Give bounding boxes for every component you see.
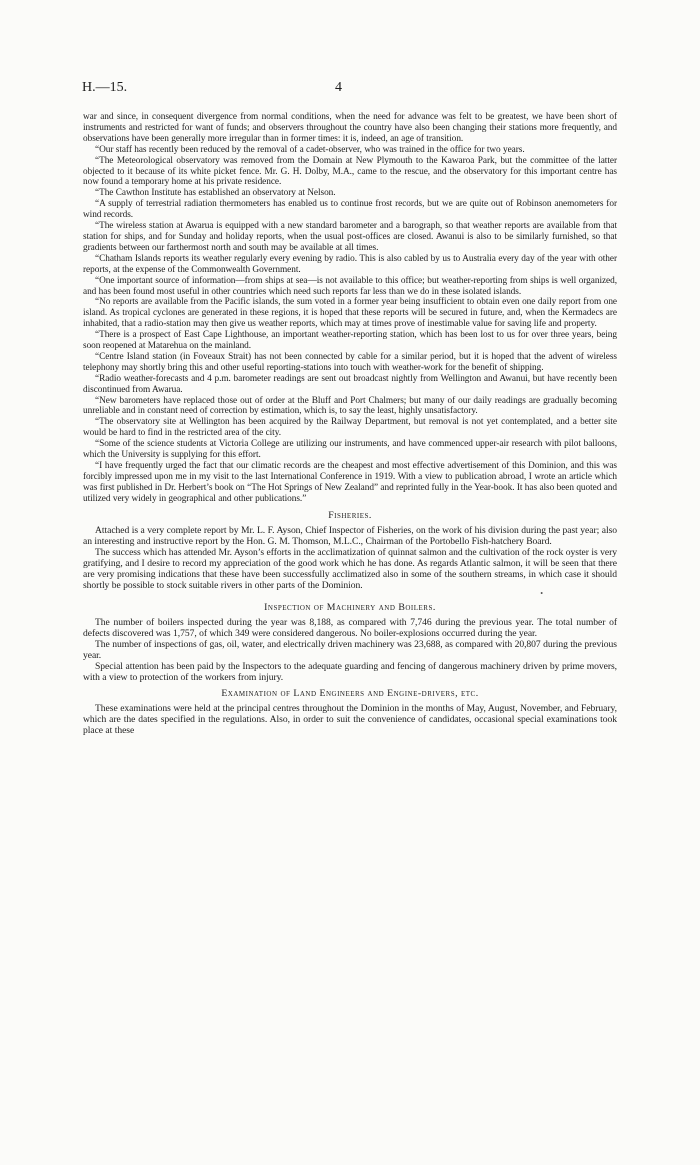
paragraph: “I have frequently urged the fact that our climatic records are the cheapest and most effective advertisement of this Dominion, and this was forcibly impressed upon me in my visit to the last International Conference in 1919. With a view to publication abroad, I wrote an article which was first published in Dr. Herbert’s book on “The Hot Springs of New Zealand” and reprinted fully in the Year-book. It has also been quoted and utilized very widely in geographical and other publications.”: [83, 461, 617, 504]
paragraph: The number of boilers inspected during the year was 8,188, as compared with 7,746 during the previous year. The total number of defects discovered was 1,757, of which 349 were considered dangerous. No boiler-explosions occurred during the year.: [83, 617, 617, 640]
section-heading-fisheries: Fisheries.: [328, 509, 372, 521]
paragraph: “Radio weather-forecasts and 4 p.m. barometer readings are sent out broadcast nightly from Wellington and Awanui, but have recently been discontinued from Awarua.: [83, 373, 617, 395]
page-header: [82, 80, 620, 100]
paragraph: “A supply of terrestrial radiation thermometers has enabled us to continue frost records, but we are quite out of Robinson anemometers for wind records.: [83, 199, 617, 221]
paragraph: “There is a prospect of East Cape Lighthouse, an important weather-reporting station, which has been lost to us for over three years, being soon reopened at Matarehua on the mainland.: [83, 330, 617, 352]
page-body: [83, 112, 617, 736]
paragraph: “No reports are available from the Pacific islands, the sum voted in a former year being insufficient to obtain even one daily report from one island. As tropical cyclones are generated in these regions, it is hoped that these reports will be secured in future, and, when the Kermadecs are inhabited, that a radio-station may then give us weather reports, which may at times prove of inestimable value for saving life and property.: [83, 297, 617, 330]
paragraph: “New barometers have replaced those out of order at the Bluff and Port Chalmers; but many of our daily readings are gradually becoming unreliable and in constant need of correction by estimation, which is, to say the least, highly unsatisfactory.: [83, 395, 617, 417]
paragraph: “The Cawthon Institute has established an observatory at Nelson.: [95, 188, 336, 199]
paragraph: “Our staff has recently been reduced by the removal of a cadet-observer, who was trained in the office for two years.: [95, 144, 525, 155]
paragraph: Special attention has been paid by the Inspectors to the adequate guarding and fencing of dangerous machinery driven by prime movers, with a view to protection of the workers from injury.: [83, 661, 617, 684]
paragraph: Attached is a very complete report by Mr. L. F. Ayson, Chief Inspector of Fisheries, on the work of his division during the past year; also an interesting and instructive report by the Hon. G. M. Thomson, M.L.C., Chairman of the Portobello Fish-hatchery Board.: [83, 524, 617, 547]
paragraph: war and since, in consequent divergence from normal conditions, when the need for advance was felt to be greatest, we have been short of instruments and restricted for want of funds; and observers throughout the country have also been changing their stations more frequently, and observations have been generally more irregular than in former times: it is, indeed, an age of transition.: [83, 112, 617, 144]
section-heading-machinery: Inspection of Machinery and Boilers.: [264, 601, 436, 613]
examination-section: [83, 688, 617, 736]
machinery-section: [83, 602, 617, 683]
paragraph: “Chatham Islands reports its weather regularly every evening by radio. This is also cabled by us to Australia every day of the year with other reports, at the expense of the Commonwealth Government.: [83, 253, 617, 275]
paragraph: The success which has attended Mr. Ayson’s efforts in the acclimatization of quinnat salmon and the cultivation of the rock oyster is very gratifying, and I desire to record my appreciation of the good work which he has done. As regards Atlantic salmon, it will be seen that there are very promising indications that these have been successfully acclimatized also in some of the southern streams, in which case it should shortly be possible to stock suitable rivers in other parts of the Dominion.: [83, 546, 617, 591]
paragraph: These examinations were held at the principal centres throughout the Dominion in the months of May, August, November, and February, which are the dates specified in the regulations. Also, in order to suit the convenience of candidates, occasional special examinations took place at these: [83, 703, 617, 737]
paragraph: “The Meteorological observatory was removed from the Domain at New Plymouth to the Kawaroa Park, but the committee of the latter objected to it because of its white picket fence. Mr. G. H. Dolby, M.A., came to the rescue, and the observatory for this important centre has now found a temporary home at his private residence.: [83, 155, 617, 188]
stray-mark: •: [540, 588, 543, 598]
paragraph: “The observatory site at Wellington has been acquired by the Railway Department, but removal is not yet contemplated, and a better site would be hard to find in the restricted area of the city.: [83, 417, 617, 439]
meteorology-section: [83, 112, 617, 505]
page-number: 4: [335, 80, 342, 95]
paragraph: “Some of the science students at Victoria College are utilizing our instruments, and have commenced upper-air research with pilot balloons, which the University is supplying for this effort.: [83, 439, 617, 461]
fisheries-section: [83, 510, 617, 597]
document-reference: H.—15.: [82, 80, 128, 95]
paragraph: “The wireless station at Awarua is equipped with a new standard barometer and a barograph, so that weather reports are available from that station for ships, and for Sunday and holiday reports, when the usual post-offices are closed. Awanui is also to be similarly furnished, so that gradients between our farthermost north and south may be available at all times.: [83, 221, 617, 253]
section-heading-examination: Examination of Land Engineers and Engine-drivers, etc.: [221, 688, 479, 700]
paragraph: “Centre Island station (in Foveaux Strait) has not been connected by cable for a similar period, but it is hoped that the advent of wireless telephony may shortly bring this and other useful reporting-stations into touch with weather-work for the benefit of shipping.: [83, 351, 617, 373]
paragraph: The number of inspections of gas, oil, water, and electrically driven machinery was 23,688, as compared with 20,807 during the previous year.: [83, 639, 617, 662]
paragraph: “One important source of information—from ships at sea—is not available to this office; but weather-reporting from ships is well organized, and has been found most useful in other countries which need such reports far less than we do in these isolated islands.: [83, 275, 617, 297]
